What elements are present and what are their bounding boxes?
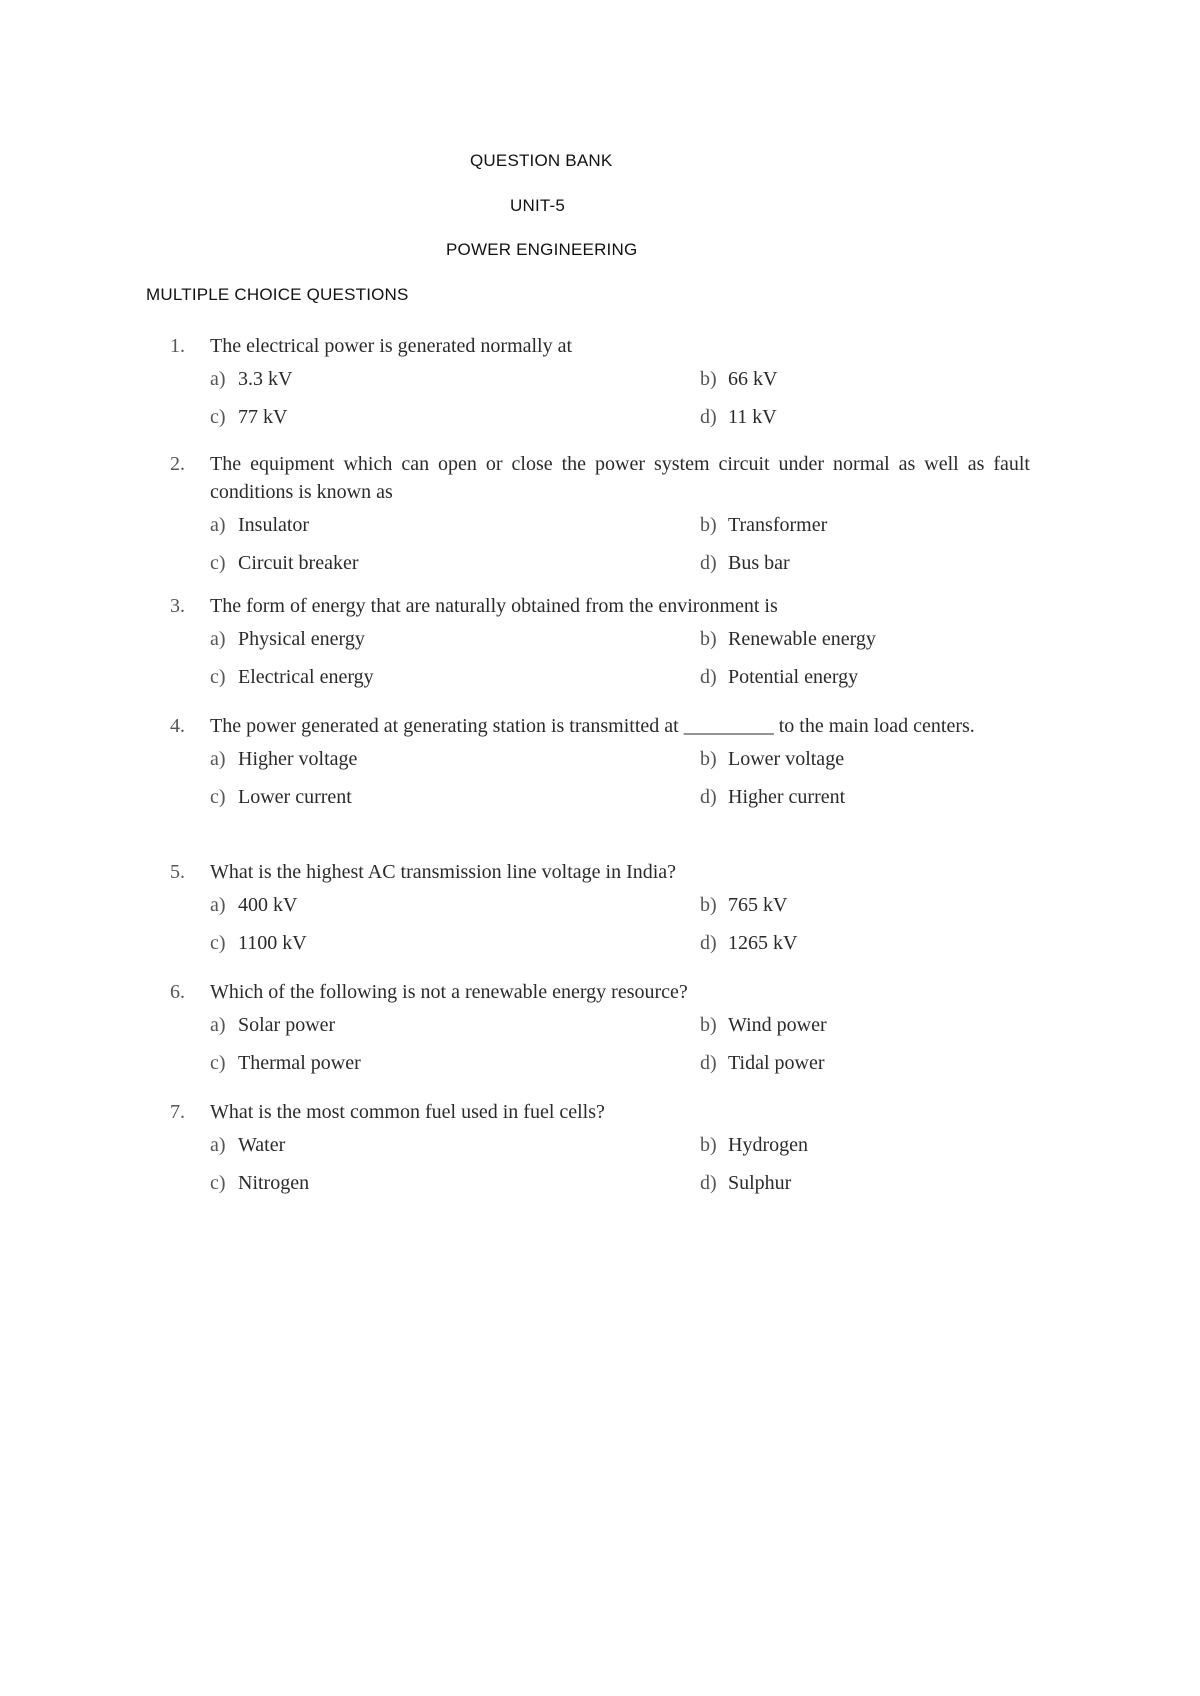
option-c bbox=[210, 552, 359, 575]
option-text: Insulator bbox=[238, 514, 310, 536]
option-letter: b) bbox=[700, 894, 717, 916]
options bbox=[170, 628, 1030, 704]
question-number: 2. bbox=[170, 453, 185, 475]
option-text: Sulphur bbox=[728, 1172, 792, 1194]
option-text: Lower current bbox=[238, 786, 352, 808]
question-text: What is the highest AC transmission line voltage in India? bbox=[210, 861, 677, 883]
option-letter: c) bbox=[210, 1172, 226, 1194]
option-letter: a) bbox=[210, 1014, 226, 1036]
option-letter: a) bbox=[210, 1134, 226, 1156]
option-text: 11 kV bbox=[728, 406, 777, 428]
option-b bbox=[700, 1134, 808, 1157]
option-text: Physical energy bbox=[238, 628, 365, 650]
option-text: Bus bar bbox=[728, 552, 790, 574]
option-text: Circuit breaker bbox=[238, 552, 359, 574]
option-text: Lower voltage bbox=[728, 748, 845, 770]
subject-title: POWER ENGINEERING bbox=[446, 240, 638, 259]
question-number: 6. bbox=[170, 981, 185, 1003]
option-text: Solar power bbox=[238, 1014, 336, 1036]
option-letter: a) bbox=[210, 628, 226, 650]
option-text: 77 kV bbox=[238, 406, 288, 428]
option-b bbox=[700, 514, 827, 537]
option-b bbox=[700, 894, 787, 917]
option-letter: d) bbox=[700, 666, 717, 688]
option-letter: a) bbox=[210, 894, 226, 916]
option-text: Electrical energy bbox=[238, 666, 374, 688]
option-letter: a) bbox=[210, 514, 226, 536]
option-a bbox=[210, 514, 309, 537]
question-text: The form of energy that are naturally obtained from the environment is bbox=[210, 595, 778, 617]
option-text: Water bbox=[238, 1134, 286, 1156]
option-c bbox=[210, 932, 307, 955]
option-text: Thermal power bbox=[238, 1052, 361, 1074]
options bbox=[170, 1014, 1030, 1090]
option-letter: d) bbox=[700, 552, 717, 574]
question-number: 7. bbox=[170, 1101, 185, 1123]
option-letter: b) bbox=[700, 514, 717, 536]
unit-label: UNIT-5 bbox=[510, 196, 566, 215]
option-text: Higher voltage bbox=[238, 748, 358, 770]
option-text: Tidal power bbox=[728, 1052, 825, 1074]
option-text: 1100 kV bbox=[238, 932, 307, 954]
option-text: Transformer bbox=[728, 514, 828, 536]
option-text: Higher current bbox=[728, 786, 846, 808]
option-letter: b) bbox=[700, 628, 717, 650]
option-a bbox=[210, 1014, 335, 1037]
option-text: 66 kV bbox=[728, 368, 778, 390]
option-letter: c) bbox=[210, 406, 226, 428]
question-text: The electrical power is generated normally at bbox=[210, 335, 573, 357]
question-text: What is the most common fuel used in fuel cells? bbox=[210, 1101, 605, 1123]
option-d bbox=[700, 1052, 824, 1075]
options bbox=[170, 748, 1030, 824]
option-c bbox=[210, 1052, 361, 1075]
option-letter: c) bbox=[210, 932, 226, 954]
option-text: 400 kV bbox=[238, 894, 298, 916]
question-1 bbox=[170, 332, 1030, 444]
option-d bbox=[700, 666, 858, 689]
option-text: 1265 kV bbox=[728, 932, 798, 954]
options bbox=[170, 894, 1030, 970]
option-text: Potential energy bbox=[728, 666, 859, 688]
option-letter: a) bbox=[210, 368, 226, 390]
option-letter: c) bbox=[210, 552, 226, 574]
option-b bbox=[700, 1014, 827, 1037]
question-text: Which of the following is not a renewable energy resource? bbox=[210, 981, 688, 1003]
question-7 bbox=[170, 1098, 1030, 1210]
option-letter: d) bbox=[700, 786, 717, 808]
option-letter: c) bbox=[210, 666, 226, 688]
option-letter: b) bbox=[700, 368, 717, 390]
option-letter: b) bbox=[700, 748, 717, 770]
question-number: 5. bbox=[170, 861, 185, 883]
option-letter: d) bbox=[700, 406, 717, 428]
options bbox=[170, 1134, 1030, 1210]
option-a bbox=[210, 368, 292, 391]
question-4 bbox=[170, 712, 1030, 824]
options bbox=[170, 514, 1030, 590]
option-letter: d) bbox=[700, 1172, 717, 1194]
option-letter: d) bbox=[700, 1052, 717, 1074]
options bbox=[170, 368, 1030, 444]
option-text: Wind power bbox=[728, 1014, 827, 1036]
option-d bbox=[700, 552, 790, 575]
option-letter: c) bbox=[210, 1052, 226, 1074]
option-d bbox=[700, 406, 777, 429]
option-c bbox=[210, 406, 287, 429]
question-5 bbox=[170, 858, 1030, 970]
option-letter: b) bbox=[700, 1134, 717, 1156]
option-text: 3.3 kV bbox=[238, 368, 293, 390]
option-a bbox=[210, 894, 297, 917]
option-c bbox=[210, 786, 352, 809]
option-b bbox=[700, 368, 777, 391]
option-d bbox=[700, 932, 797, 955]
option-letter: a) bbox=[210, 748, 226, 770]
question-text: The equipment which can open or close the power system circuit under normal as well as fault conditions is known as bbox=[210, 453, 1030, 503]
option-d bbox=[700, 1172, 791, 1195]
question-number: 3. bbox=[170, 595, 185, 617]
option-text: Renewable energy bbox=[728, 628, 876, 650]
option-c bbox=[210, 666, 374, 689]
option-text: Nitrogen bbox=[238, 1172, 310, 1194]
option-letter: b) bbox=[700, 1014, 717, 1036]
option-b bbox=[700, 748, 844, 771]
question-number: 4. bbox=[170, 715, 185, 737]
question-3 bbox=[170, 592, 1030, 704]
section-heading: MULTIPLE CHOICE QUESTIONS bbox=[146, 285, 409, 304]
document-title: QUESTION BANK bbox=[470, 151, 613, 170]
option-c bbox=[210, 1172, 309, 1195]
option-a bbox=[210, 1134, 285, 1157]
option-letter: c) bbox=[210, 786, 226, 808]
option-text: Hydrogen bbox=[728, 1134, 808, 1156]
option-d bbox=[700, 786, 845, 809]
option-letter: d) bbox=[700, 932, 717, 954]
option-a bbox=[210, 748, 357, 771]
option-a bbox=[210, 628, 365, 651]
question-2 bbox=[170, 450, 1030, 590]
question-6 bbox=[170, 978, 1030, 1090]
option-b bbox=[700, 628, 876, 651]
option-text: 765 kV bbox=[728, 894, 788, 916]
question-text: The power generated at generating station is transmitted at _________ to the main load centers. bbox=[210, 715, 975, 737]
question-number: 1. bbox=[170, 335, 185, 357]
